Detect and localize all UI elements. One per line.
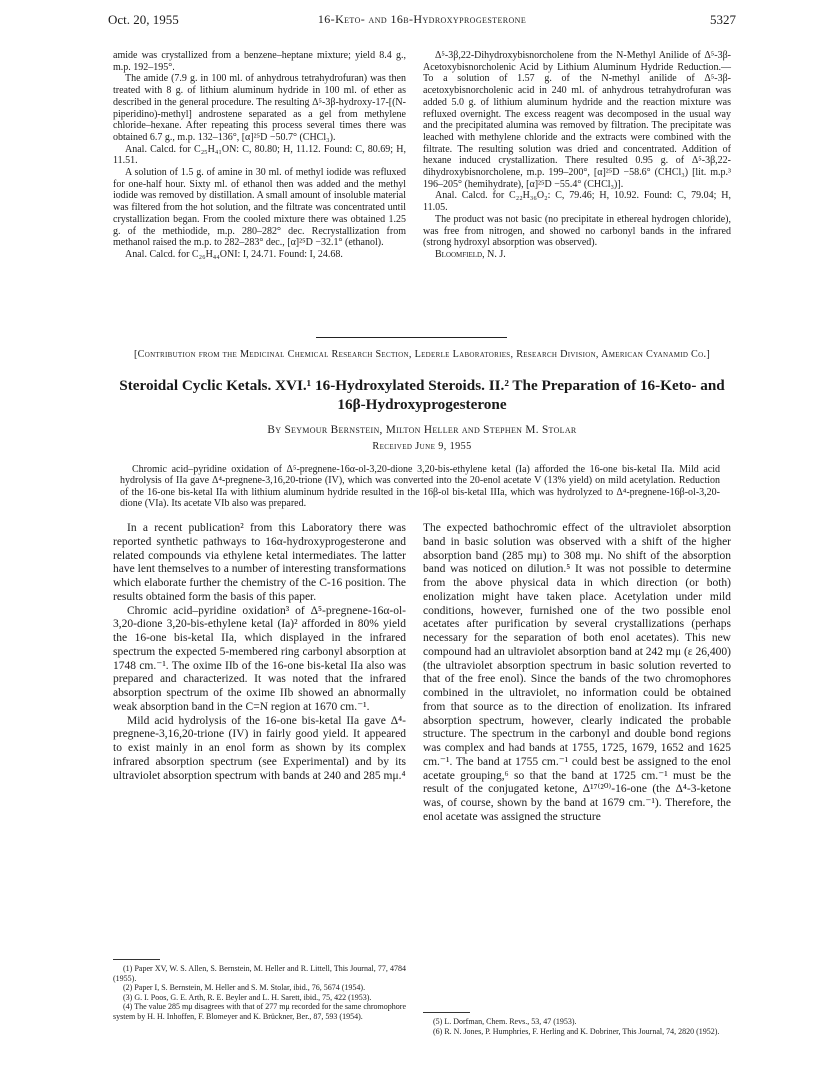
footnote-rule-right (423, 1012, 470, 1013)
paragraph: Mild acid hydrolysis of the 16-one bis-ketal IIa gave Δ⁴-pregnene-3,16,20-trione (IV) in fairly good yield. It appeared to exist mainly in an enol form as shown by its complex infrared absorption spectrum (see Experimental) and by its ultraviolet absorption spectrum with bands at 240 and 285 mμ.⁴ (113, 714, 406, 782)
paragraph: amide was crystallized from a benzene–heptane mixture; yield 8.4 g., m.p. 192–195°. (113, 50, 406, 73)
paragraph: The expected bathochromic effect of the ultraviolet absorption band in basic solution was observed with a shift of the higher absorption band (285 mμ) to 308 mμ. No shift of the absorption band was noticed on dilution.⁵ It was not possible to determine from the above physical data in which direction (or both) enolization might have taken place. Acetylation under mild conditions, however, furnished one of the two possible enol acetates after purification by several crystallizations (perhaps necessary for the separation of both enol acetates). This new compound had an ultraviolet absorption band at 242 mμ (ε 26,400) (the ultraviolet absorption spectrum in basic solution reverted to that of the free enol). Since the bands of the two chromophores combined in the ultraviolet, no information could be obtained from that source as to the direction of enolization. Its infrared absorption spectrum, however, clearly indicated the probable structure. The spectrum in the carbonyl and double bond regions was complex and had bands at 1755, 1725, 1679, 1652 and 1625 cm.⁻¹. The band at 1755 cm.⁻¹ could best be assigned to the enol acetate grouping,⁶ so that the band at 1725 cm.⁻¹ must be the result of the conjugated ketone, Δ¹⁷⁽²⁰⁾-16-one (the Δ⁴-3-ketone was, of course, shown by the band at 1679 cm.⁻¹). Therefore, the enol acetate was assigned the structure (423, 522, 731, 823)
article-title: Steroidal Cyclic Ketals. XVI.¹ 16-Hydroxylated Steroids. II.² The Preparation of 16-Keto- and 16β-Hydroxyprogesterone (119, 377, 725, 413)
running-title: 16-Keto- and 16β-Hydroxyprogesterone (317, 12, 527, 26)
page-header (108, 12, 736, 32)
author-line: By Seymour Bernstein, Milton Heller and Stephen M. Stolar (267, 424, 577, 436)
analysis-line: Anal. Calcd. for C₂₅H₄₁ON: C, 80.80; H, 11.12. Found: C, 80.69; H, 11.51. (113, 143, 406, 167)
footnotes-left (113, 964, 406, 1022)
issue-date: Oct. 20, 1955 (108, 12, 179, 27)
preceding-article-right-column (423, 50, 731, 261)
paragraph: Chromic acid–pyridine oxidation³ of Δ⁵-pregnene-16α-ol-3,20-dione 3,20-bis-ethylene ketal (Ia)² afforded in 80% yield the 16-one bis-ketal IIa, which displayed in the infrared spectrum the expected 5-membered ring carbonyl absorption at 1748 cm.⁻¹. The oxime IIb of the 16-one bis-ketal IIa also was prepared and characterized. It was noted that the infrared absorption spectrum of the oxime IIb showed an abnormally weak absorption band in the C=N region at 1670 cm.⁻¹. (113, 604, 406, 713)
body-left-column (113, 522, 406, 783)
footnote: (1) Paper XV, W. S. Allen, S. Bernstein, M. Heller and R. Littell, This Journal, 77, 4784 (1955). (113, 964, 406, 983)
footnote: (2) Paper I, S. Bernstein, M. Heller and S. M. Stolar, ibid., 76, 5674 (1954). (123, 983, 366, 993)
paragraph: The amide (7.9 g. in 100 ml. of anhydrous tetrahydrofuran) was then treated with 8 g. of lithium aluminum hydride in 100 ml. of ether as described in the general procedure. The resulting Δ⁵-3β-hydroxy-17-[(N-piperidino)-methyl] androstene separated as a gel from methylene chloride–hexane. After repeating this process several times there was obtained 6.7 g., m.p. 132–136°, [α]²⁵D −50.7° (CHCl₃). (113, 73, 406, 143)
section-divider (316, 337, 507, 338)
body-right-column (423, 522, 731, 825)
paragraph: In a recent publication² from this Laboratory there was reported synthetic pathways to 16α-hydroxyprogesterone and related compounds via ethylene ketal intermediates. The latter have lent themselves to a number of interesting transformations which elaborate further the chemistry of the C-16 position. The results obtained form the basis of this paper. (113, 522, 406, 603)
location-line: Bloomfield, N. J. (435, 248, 506, 260)
contribution-note: [Contribution from the Medicinal Chemical Research Section, Lederle Laboratories, Research Division, American Cyanamid Co.] (133, 349, 711, 360)
footnote: (3) G. I. Poos, G. E. Arth, R. E. Beyler and L. H. Sarett, ibid., 75, 422 (1953). (123, 992, 372, 1002)
analysis-line: Anal. Calcd. for C₂₂H₃₆O₂: C, 79.46; H, 10.92. Found: C, 79.04; H, 11.05. (423, 190, 731, 214)
abstract: Chromic acid–pyridine oxidation of Δ⁵-pregnene-16α-ol-3,20-dione 3,20-bis-ethylene ketal (Ia) afforded the 16-one bis-ketal IIa. Mild acid hydrolysis of IIa gave Δ⁴-pregnene-3,16,20-trione (IV), which was converted into the 20-enol acetate V (13% yield) on mild acetylation. Reduction of the 16-one bis-ketal IIa with lithium aluminum hydride resulted in the 16β-ol bis-ketal IIIa, which was hydrolyzed to Δ⁴-pregnene-16β-ol-3,20-dione (VIa). Its acetate VIb also was prepared. (120, 464, 720, 510)
footnotes-right (423, 1017, 731, 1036)
paragraph: Δ⁵-3β,22-Dihydroxybisnorcholene from the N-Methyl Anilide of Δ⁵-3β-Acetoxybisnorcholenic Acid by Lithium Aluminum Hydride Reduction.—To a solution of 1.57 g. of the N-methyl anilide of Δ⁵-3β-acetoxybisnorcholenic acid in 240 ml. of anhydrous tetrahydrofuran was added 5.0 g. of lithium aluminum hydride and the reaction mixture was refluxed overnight. The excess reagent was decomposed in the usual way and the precipitated alumina was removed by filtration. The precipitate was leached with methylene chloride and the extracts were combined with the filtrate. The resulting solution was dried and concentrated. Addition of hexane induced crystallization. There resulted 0.95 g. of Δ⁵-3β,22-dihydroxybisnorcholene, m.p. 199–200°, [α]²⁵D −58.6° (CHCl₃) [lit. m.p.³ 196–205° (hemihydrate), [α]²⁵D −55.4° (CHCl₃)]. (423, 50, 731, 190)
footnote: (6) R. N. Jones, P. Humphries, F. Herling and K. Dobriner, This Journal, 74, 2820 (1952). (433, 1026, 720, 1036)
footnote-rule-left (113, 959, 160, 960)
footnote: (4) The value 285 mμ disagrees with that of 277 mμ recorded for the same chromophore system by H. H. Inhoffen, F. Blomeyer and K. Brückner, Ber., 87, 593 (1954). (113, 1002, 406, 1021)
footnote: (5) L. Dorfman, Chem. Revs., 53, 47 (1953). (433, 1017, 577, 1026)
received-date: Received June 9, 1955 (372, 441, 472, 452)
paragraph: The product was not basic (no precipitate in ethereal hydrogen chloride), was free from nitrogen, and showed no carbonyl bands in the infrared (strong hydroxyl absorption was observed). (423, 213, 731, 249)
paragraph: A solution of 1.5 g. of amine in 30 ml. of methyl iodide was refluxed for one-half hour. Sixty ml. of ethanol then was added and the methyl iodide was removed by distillation. A small amount of insoluble material was filtered from the hot solution, and the filtrate was concentrated until crystallization began. From the cooled mixture there was obtained 1.25 g. of the methiodide, m.p. 280–282° dec. Recrystallization from methanol raised the m.p. to 282–283° dec., [α]²⁵D −32.1° (ethanol). (113, 167, 406, 249)
analysis-line: Anal. Calcd. for C₂₆H₄₄ONI: I, 24.71. Found: I, 24.68. (125, 248, 343, 260)
preceding-article-left-column (113, 50, 406, 261)
page-number: 5327 (710, 12, 736, 27)
